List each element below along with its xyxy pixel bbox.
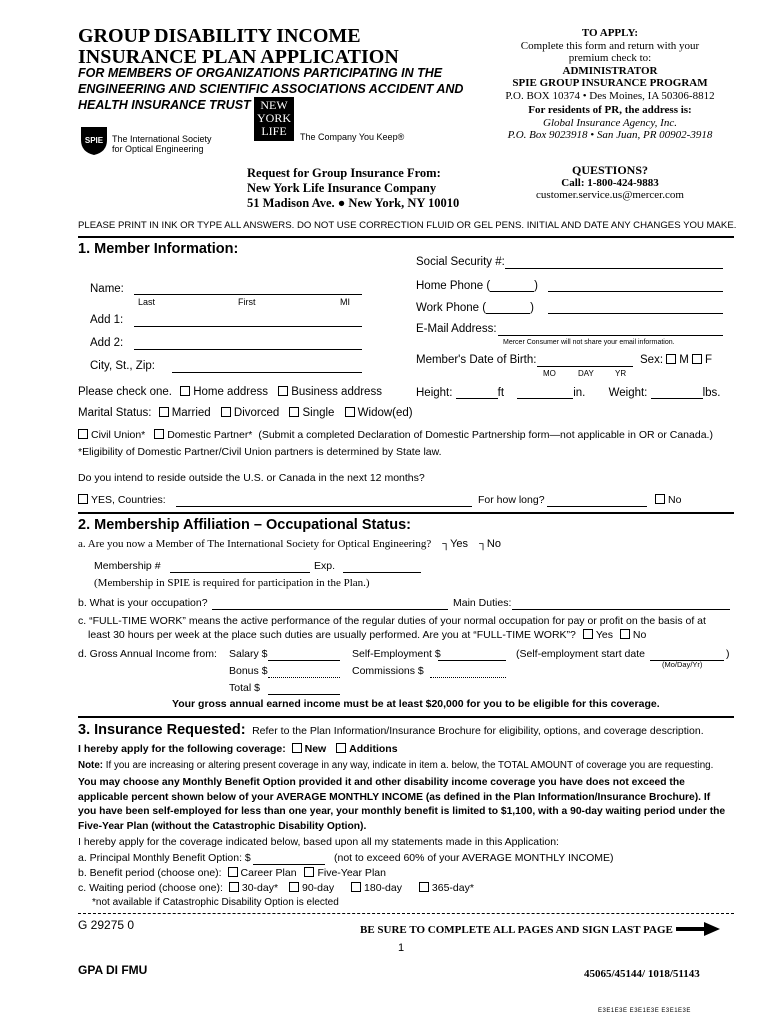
section-3-note: Refer to the Plan Information/Insurance Brochure for eligibility, options, and coverage description. xyxy=(252,725,704,737)
name-label: Name: xyxy=(90,283,124,295)
career-plan-checkbox[interactable] xyxy=(228,867,238,877)
domestic-partner-checkbox[interactable] xyxy=(154,429,164,439)
city-label: City, St., Zip: xyxy=(90,360,155,372)
divider xyxy=(78,716,734,718)
divider xyxy=(78,236,734,238)
member-question: a. Are you now a Member of The International Society for Optical Engineering? ┐Yes ┐No xyxy=(78,538,501,550)
divider xyxy=(78,512,734,514)
occupation-field[interactable] xyxy=(212,597,448,610)
marital-status-group: Marital Status: Married Divorced Single Widow(ed) xyxy=(78,407,413,419)
full-time-definition: c. “FULL-TIME WORK” means the active performance of the regular duties of your normal occupation for pay or profit on the basis of at least 30 hours per week at the place such duties are usually performed. Are you at “FULL-TIME WORK”? Yes No xyxy=(78,615,706,641)
spie-text: The International Society for Optical Engineering xyxy=(112,134,212,154)
work-phone-label: Work Phone ( ) xyxy=(416,302,534,314)
date-format-hint: (Mo/Day/Yr) xyxy=(662,660,703,669)
how-long-label: For how long? xyxy=(478,494,545,506)
additions-coverage-checkbox[interactable] xyxy=(336,743,346,753)
email-label: E-Mail Address: xyxy=(416,323,497,335)
business-address-checkbox[interactable] xyxy=(278,386,288,396)
paren-close: ) xyxy=(726,648,730,660)
how-long-field[interactable] xyxy=(547,494,647,507)
add2-field[interactable] xyxy=(134,337,362,350)
commissions-label: Commissions $ xyxy=(352,665,424,677)
benefit-limits-notice: You may choose any Monthly Benefit Option provided it and other disability income coverage you have does not exceed the applicable percent shown below of your AVERAGE MONTHLY INCOME (as defined in the Plan Information/Insurance Brochure). If you have been self-employed for less than one year, your monthly benefit is limited to $1,100, with a 90-day waiting period under the Five-Year Plan (without the Catastrophic Disability Option). xyxy=(78,777,726,832)
form-subtitle: FOR MEMBERS OF ORGANIZATIONS PARTICIPATING IN THE ENGINEERING AND SCIENTIFIC ASSOCIATIONS ACCIDENT AND HEALTH INSURANCE TRUST xyxy=(78,66,464,112)
form-number: G 29275 0 xyxy=(78,918,135,932)
section-3-heading-row xyxy=(78,721,704,739)
last-label: Last xyxy=(138,297,156,307)
request-block: Request for Group Insurance From: New York Life Insurance Company 51 Madison Ave. ● New York, NY 10010 xyxy=(247,166,460,210)
partner-group: Civil Union* Domestic Partner* (Submit a completed Declaration of Domestic Partnership form—not applicable in OR or Canada.) xyxy=(78,429,713,441)
divorced-checkbox[interactable] xyxy=(221,407,231,417)
waiting-period-note: *not available if Catastrophic Disability Option is elected xyxy=(92,897,339,908)
reside-yes: YES, Countries: xyxy=(78,494,166,506)
eligibility-note: *Eligibility of Domestic Partner/Civil Union partners is determined by State law. xyxy=(78,446,442,458)
section-2-heading: 2. Membership Affiliation – Occupational Status: xyxy=(78,517,412,533)
section-1-heading: 1. Member Information: xyxy=(78,241,239,257)
complete-all-pages-notice: BE SURE TO COMPLETE ALL PAGES AND SIGN LAST PAGE xyxy=(360,922,720,939)
weight-field[interactable] xyxy=(651,386,703,399)
home-phone-label: Home Phone ( ) xyxy=(416,280,538,292)
reside-question: Do you intend to reside outside the U.S. or Canada in the next 12 months? xyxy=(78,472,425,484)
gpa-code: GPA DI FMU xyxy=(78,963,148,977)
member-no-checkbox[interactable]: ┐ xyxy=(479,538,487,550)
ssn-label: Social Security #: xyxy=(416,256,505,268)
waiting-90-checkbox[interactable] xyxy=(289,882,299,892)
day-label: DAY xyxy=(578,369,594,378)
name-field[interactable] xyxy=(134,282,362,295)
full-time-no-checkbox[interactable] xyxy=(620,629,630,639)
new-coverage-checkbox[interactable] xyxy=(292,743,302,753)
yr-label: YR xyxy=(615,369,627,378)
add1-field[interactable] xyxy=(134,314,362,327)
nyl-tagline: The Company You Keep® xyxy=(300,132,405,142)
widowed-checkbox[interactable] xyxy=(345,407,355,417)
sex-m-checkbox[interactable] xyxy=(666,354,676,364)
full-time-yes-checkbox[interactable] xyxy=(583,629,593,639)
principal-benefit-note: (not to exceed 60% of your AVERAGE MONTHLY INCOME) xyxy=(334,852,614,864)
total-field[interactable] xyxy=(268,682,340,695)
add2-label: Add 2: xyxy=(90,337,124,349)
dob-field[interactable] xyxy=(537,354,633,367)
principal-benefit-field[interactable] xyxy=(253,852,325,865)
coverage-type-group: I hereby apply for the following coverage: New Additions xyxy=(78,743,398,755)
self-employment-field[interactable] xyxy=(438,648,506,661)
sex-f-checkbox[interactable] xyxy=(692,354,702,364)
waiting-period-group: c. Waiting period (choose one): 30-day* 90-day 180-day 365-day* xyxy=(78,882,474,894)
divider xyxy=(78,913,734,914)
single-checkbox[interactable] xyxy=(289,407,299,417)
self-employment-label: Self-Employment $ xyxy=(352,648,441,660)
countries-field[interactable] xyxy=(176,494,472,507)
waiting-30-checkbox[interactable] xyxy=(229,882,239,892)
height-ft-field[interactable] xyxy=(456,386,498,399)
benefit-period-group: b. Benefit period (choose one): Career Plan Five-Year Plan xyxy=(78,867,386,879)
to-apply-block: TO APPLY: Complete this form and return with your premium check to: ADMINISTRATOR SPIE GROUP INSURANCE PROGRAM P.O. BOX 10374 • Des Moines, IA 50306-8812 For residents of PR, the address is: Global Insurance Agency, Inc. P.O. Box 9023918 • San Juan, PR 00902-3918 xyxy=(505,27,715,141)
main-duties-field[interactable] xyxy=(512,597,730,610)
height-in-field[interactable] xyxy=(517,386,573,399)
mi-label: MI xyxy=(340,297,350,307)
form-title: GROUP DISABILITY INCOME INSURANCE PLAN APPLICATION xyxy=(78,25,399,68)
work-area-code[interactable] xyxy=(486,301,530,314)
home-phone-field[interactable] xyxy=(548,279,723,292)
reside-no-checkbox[interactable] xyxy=(655,494,665,504)
waiting-180-checkbox[interactable] xyxy=(351,882,361,892)
home-area-code[interactable] xyxy=(490,279,534,292)
dob-label: Member's Date of Birth: xyxy=(416,354,537,366)
reside-yes-checkbox[interactable] xyxy=(78,494,88,504)
page-number: 1 xyxy=(398,942,405,954)
instructions: PLEASE PRINT IN INK OR TYPE ALL ANSWERS. DO NOT USE CORRECTION FLUID OR GEL PENS. INITIAL AND DATE ANY CHANGES YOU MAKE. xyxy=(78,220,737,231)
bonus-field[interactable] xyxy=(268,665,340,678)
arrow-right-icon xyxy=(676,922,720,939)
spie-logo xyxy=(78,124,110,156)
mo-label: MO xyxy=(543,369,556,378)
add1-label: Add 1: xyxy=(90,314,124,326)
exp-label: Exp. xyxy=(314,560,336,572)
married-checkbox[interactable] xyxy=(159,407,169,417)
membership-field[interactable] xyxy=(170,560,310,573)
occupation-label: b. What is your occupation? xyxy=(78,597,208,609)
email-field[interactable] xyxy=(498,323,723,336)
membership-label: Membership # xyxy=(94,560,161,572)
home-address-checkbox[interactable] xyxy=(180,386,190,396)
sex-group: Sex: M F xyxy=(640,354,713,366)
apply-statement: I hereby apply for the coverage indicated below, based upon all my statements made in this Application: xyxy=(78,836,559,848)
email-note: Mercer Consumer will not share your email information. xyxy=(503,339,675,346)
questions-block: QUESTIONS? Call: 1-800-424-9883 customer.service.us@mercer.com xyxy=(536,163,684,201)
address-type-group: Please check one. Home address Business address xyxy=(78,386,382,398)
bonus-label: Bonus $ xyxy=(229,665,268,677)
svg-text:SPIE: SPIE xyxy=(84,136,104,145)
total-label: Total $ xyxy=(229,682,260,694)
city-field[interactable] xyxy=(172,360,362,373)
salary-field[interactable] xyxy=(268,648,340,661)
height-weight-group: Height: ft in. Weight: lbs. xyxy=(416,387,721,399)
income-label: d. Gross Annual Income from: xyxy=(78,648,217,660)
nyl-logo: NEW YORK LIFE xyxy=(254,97,294,141)
commissions-field[interactable] xyxy=(430,665,506,678)
salary-label: Salary $ xyxy=(229,648,268,660)
civil-union-checkbox[interactable] xyxy=(78,429,88,439)
form-codes: 45065/45144/ 1018/51143 xyxy=(584,968,700,980)
ssn-field[interactable] xyxy=(505,256,723,269)
earned-income-note: Your gross annual earned income must be at least $20,000 for you to be eligible for this coverage. xyxy=(172,698,660,710)
self-start-label: (Self-employment start date xyxy=(516,648,645,660)
reside-no: No xyxy=(655,494,681,506)
five-year-plan-checkbox[interactable] xyxy=(304,867,314,877)
member-yes-checkbox[interactable]: ┐ xyxy=(442,538,451,550)
principal-benefit-label: a. Principal Monthly Benefit Option: $ xyxy=(78,852,251,864)
first-label: First xyxy=(238,297,256,307)
main-duties-label: Main Duties: xyxy=(453,597,512,609)
tiny-codes: E3E1E3E E3E1E3E E3E1E3E xyxy=(598,1008,691,1014)
section-3-heading: 3. Insurance Requested: xyxy=(78,722,246,738)
waiting-365-checkbox[interactable] xyxy=(419,882,429,892)
work-phone-field[interactable] xyxy=(548,301,723,314)
exp-field[interactable] xyxy=(343,560,421,573)
increase-note: Note: If you are increasing or altering present coverage in any way, indicate in item a. below, the TOTAL AMOUNT of coverage you are requesting. xyxy=(78,760,714,771)
membership-required-note: (Membership in SPIE is required for participation in the Plan.) xyxy=(94,577,370,589)
